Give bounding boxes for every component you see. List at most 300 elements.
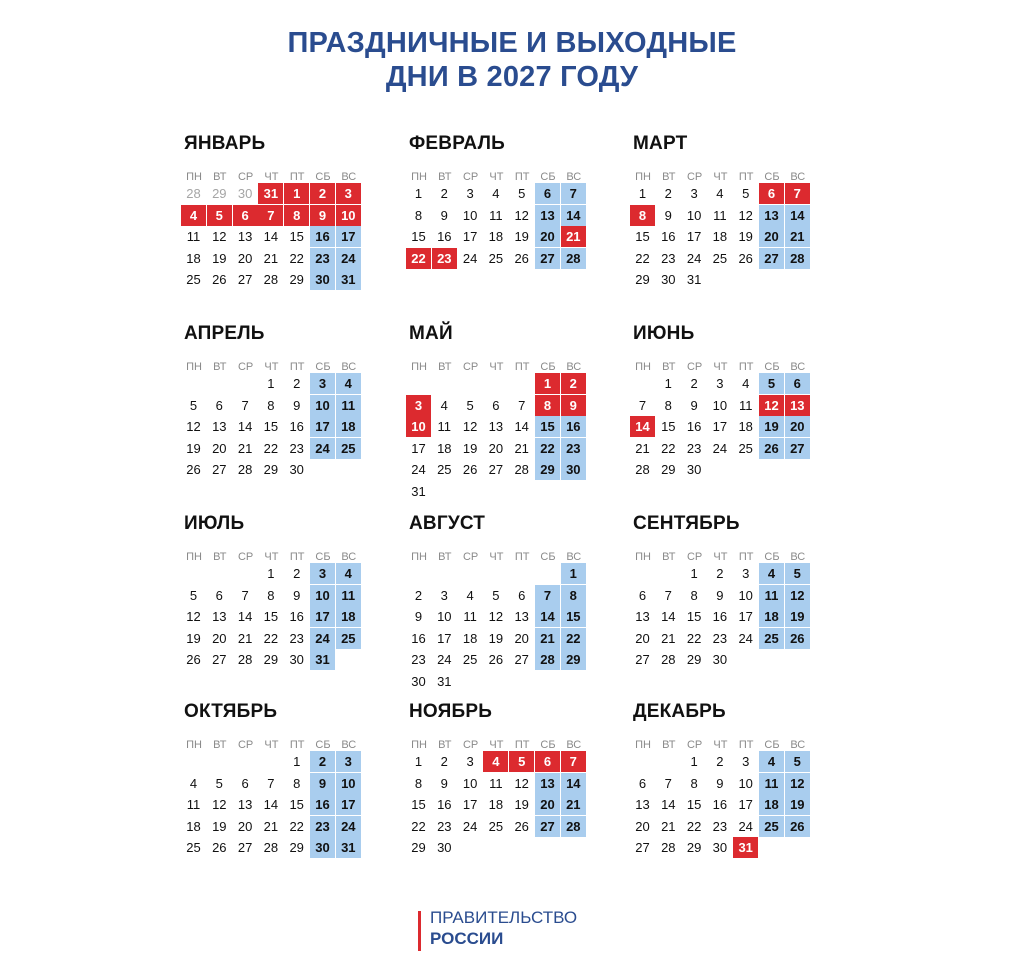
day-cell: 5	[785, 751, 810, 772]
weekday-header: ВС	[341, 739, 357, 751]
day-cell: 25	[759, 628, 784, 649]
day-cell: 1	[414, 754, 423, 769]
weekday-header: ПТ	[289, 171, 305, 183]
day-cell: 7	[267, 775, 275, 791]
day-cell: 18	[336, 606, 361, 627]
day-cell: 11	[738, 397, 753, 413]
weekday-header: ПН	[411, 551, 427, 563]
day-cell: 15	[686, 797, 702, 813]
day-cell: 13	[785, 395, 810, 416]
day-cell: 6	[241, 775, 249, 791]
day-cell: 8	[414, 207, 423, 223]
day-cell: 16	[437, 797, 452, 813]
day-cell: 23	[411, 652, 426, 668]
weekday-header: ЧТ	[489, 551, 504, 563]
weekday-header: ВТ	[438, 171, 452, 183]
day-cell: 28	[661, 840, 676, 856]
weekday-header: ВС	[566, 171, 582, 183]
day-cell: 22	[289, 250, 304, 266]
day-cell: 5	[742, 186, 750, 201]
day-cell: 18	[462, 630, 478, 646]
month-name: АПРЕЛЬ	[184, 323, 265, 344]
day-cell: 11	[336, 585, 361, 606]
day-cell: 31	[336, 269, 361, 290]
day-cell: 17	[437, 630, 452, 646]
day-cell: 16	[411, 630, 426, 646]
day-cell: 3	[336, 183, 361, 204]
day-cell: 15	[263, 419, 279, 435]
day-cell: 13	[759, 205, 784, 226]
day-cell: 4	[483, 751, 508, 772]
day-cell: 17	[712, 419, 728, 435]
weekday-header: ВС	[341, 361, 357, 373]
day-cell: 16	[686, 419, 702, 435]
day-cell: 11	[713, 207, 727, 223]
day-cell: 23	[289, 630, 304, 646]
day-cell: 23	[310, 248, 335, 269]
day-cell: 16	[712, 797, 728, 813]
day-cell: 2	[440, 754, 448, 769]
day-cell: 3	[310, 563, 335, 584]
day-cell: 4	[492, 186, 500, 201]
day-cell: 29	[212, 186, 227, 201]
day-cell: 15	[686, 609, 702, 625]
day-cell: 22	[661, 440, 676, 456]
day-cell: 13	[635, 797, 650, 813]
day-cell: 19	[514, 797, 529, 813]
weekday-header: ЧТ	[264, 739, 279, 751]
day-cell: 29	[686, 652, 702, 668]
day-cell: 6	[785, 373, 810, 394]
day-cell: 17	[310, 416, 335, 437]
day-cell: 22	[411, 818, 426, 834]
weekday-header: ВТ	[662, 361, 676, 373]
title-line-1: ПРАЗДНИЧНЫЕ И ВЫХОДНЫЕ	[287, 27, 737, 59]
day-cell: 19	[759, 416, 784, 437]
day-cell: 2	[690, 376, 698, 391]
day-cell: 25	[462, 652, 478, 668]
day-cell: 22	[289, 818, 304, 834]
day-cell: 14	[263, 797, 279, 813]
day-cell: 4	[759, 563, 784, 584]
day-cell: 1	[664, 376, 672, 391]
day-cell: 31	[411, 484, 426, 499]
day-cell: 16	[561, 416, 586, 437]
day-cell: 10	[712, 397, 728, 413]
day-cell: 12	[785, 585, 810, 606]
day-cell: 29	[289, 840, 304, 856]
day-cell: 29	[263, 462, 279, 478]
day-cell: 6	[492, 397, 500, 413]
weekday-header: СР	[462, 739, 479, 751]
day-cell: 10	[310, 585, 335, 606]
day-cell: 26	[212, 840, 227, 856]
weekday-header: ВТ	[438, 551, 452, 563]
month-name: ЯНВАРЬ	[184, 133, 266, 154]
day-cell: 5	[492, 587, 500, 603]
day-cell: 26	[785, 816, 810, 837]
logo-line-1: ПРАВИТЕЛЬСТВО	[430, 908, 578, 927]
weekday-header: СБ	[540, 361, 556, 373]
day-cell: 20	[212, 630, 227, 646]
day-cell: 25	[186, 272, 201, 288]
day-cell: 28	[661, 652, 676, 668]
weekday-header: ПТ	[514, 739, 530, 751]
day-cell: 22	[635, 250, 650, 266]
day-cell: 4	[336, 373, 361, 394]
day-cell: 26	[514, 818, 529, 834]
day-cell: 23	[686, 440, 702, 456]
day-cell: 14	[661, 609, 676, 625]
day-cell: 2	[440, 186, 448, 201]
day-cell: 20	[535, 226, 560, 247]
day-cell: 2	[664, 186, 672, 201]
day-cell: 11	[759, 773, 784, 794]
day-cell: 8	[664, 397, 672, 413]
day-cell: 1	[284, 183, 309, 204]
weekday-header: ВС	[341, 171, 357, 183]
day-cell: 9	[310, 205, 335, 226]
day-cell: 26	[759, 438, 784, 459]
day-cell: 24	[712, 440, 728, 456]
day-cell: 25	[712, 250, 728, 266]
day-cell: 18	[186, 250, 201, 266]
day-cell: 2	[414, 587, 423, 603]
weekday-header: СБ	[540, 551, 556, 563]
weekday-header: СР	[462, 551, 479, 563]
logo-line-2: РОССИИ	[430, 929, 504, 948]
weekday-header: ПТ	[514, 361, 530, 373]
day-cell: 11	[186, 797, 201, 813]
day-cell: 21	[237, 440, 253, 456]
day-cell: 28	[514, 462, 529, 478]
day-cell: 19	[738, 229, 753, 245]
weekday-header: ПТ	[514, 551, 530, 563]
day-cell: 21	[635, 440, 650, 456]
day-cell: 17	[462, 797, 478, 813]
day-cell: 22	[535, 438, 560, 459]
month-name: СЕНТЯБРЬ	[633, 513, 740, 534]
day-cell: 3	[466, 186, 474, 201]
day-cell: 8	[561, 585, 586, 606]
day-cell: 20	[237, 818, 253, 834]
day-cell: 7	[785, 183, 810, 204]
day-cell: 10	[462, 775, 478, 791]
day-cell: 8	[690, 587, 698, 603]
day-cell: 3	[466, 754, 474, 769]
day-cell: 21	[263, 250, 279, 266]
weekday-header: ВС	[566, 739, 582, 751]
day-cell: 12	[785, 773, 810, 794]
day-cell: 4	[716, 186, 724, 201]
day-cell: 8	[690, 775, 698, 791]
weekday-header: ЧТ	[713, 171, 728, 183]
day-cell: 18	[488, 797, 504, 813]
day-cell: 11	[186, 229, 201, 245]
month-name: ИЮНЬ	[633, 323, 695, 344]
weekday-header: ЧТ	[264, 171, 279, 183]
day-cell: 5	[207, 205, 232, 226]
month-name: ФЕВРАЛЬ	[409, 133, 505, 154]
day-cell: 23	[310, 816, 335, 837]
day-cell: 27	[635, 840, 650, 856]
weekday-header: СР	[686, 171, 703, 183]
weekday-header: ПН	[635, 361, 651, 373]
day-cell: 31	[336, 837, 361, 858]
weekday-header: ЧТ	[264, 361, 279, 373]
day-cell: 29	[635, 272, 650, 288]
day-cell: 18	[488, 229, 504, 245]
day-cell: 30	[712, 652, 728, 668]
day-cell: 30	[437, 840, 452, 856]
day-cell: 21	[561, 794, 586, 815]
day-cell: 1	[690, 566, 698, 581]
day-cell: 25	[488, 250, 504, 266]
day-cell: 11	[489, 207, 503, 223]
day-cell: 15	[411, 797, 426, 813]
page-title	[0, 26, 1024, 94]
day-cell: 17	[462, 229, 478, 245]
day-cell: 15	[411, 229, 426, 245]
day-cell: 3	[310, 373, 335, 394]
weekday-header: СР	[686, 361, 703, 373]
day-cell: 19	[514, 229, 529, 245]
day-cell: 14	[263, 229, 279, 245]
day-cell: 3	[742, 566, 750, 581]
day-cell: 26	[186, 652, 201, 668]
day-cell: 13	[212, 419, 227, 435]
day-cell: 16	[712, 609, 728, 625]
weekday-header: ПН	[635, 739, 651, 751]
day-cell: 24	[738, 818, 753, 834]
day-cell: 28	[237, 652, 253, 668]
day-cell: 26	[738, 250, 753, 266]
day-cell: 25	[488, 818, 504, 834]
day-cell: 28	[237, 462, 253, 478]
day-cell: 1	[561, 563, 586, 584]
day-cell: 18	[712, 229, 728, 245]
day-cell: 13	[237, 229, 253, 245]
day-cell: 21	[661, 630, 676, 646]
month-name: АВГУСТ	[409, 513, 486, 534]
day-cell: 19	[785, 794, 810, 815]
day-cell: 30	[561, 459, 586, 480]
day-cell: 31	[258, 183, 283, 204]
day-cell: 26	[462, 462, 478, 478]
day-cell: 13	[535, 205, 560, 226]
day-cell: 18	[759, 606, 784, 627]
day-cell: 25	[336, 628, 361, 649]
day-cell: 10	[406, 416, 431, 437]
day-cell: 14	[237, 419, 253, 435]
weekday-header: ПН	[186, 171, 202, 183]
day-cell: 12	[462, 419, 478, 435]
weekday-header: ПН	[411, 171, 427, 183]
day-cell: 26	[514, 250, 529, 266]
day-cell: 24	[738, 630, 753, 646]
day-cell: 6	[535, 751, 560, 772]
day-cell: 17	[310, 606, 335, 627]
weekday-header: ЧТ	[713, 551, 728, 563]
day-cell: 27	[635, 652, 650, 668]
day-cell: 24	[411, 462, 426, 478]
day-cell: 26	[785, 628, 810, 649]
day-cell: 12	[212, 797, 227, 813]
day-cell: 5	[189, 587, 198, 603]
day-cell: 1	[267, 376, 275, 391]
day-cell: 26	[488, 652, 504, 668]
day-cell: 27	[759, 248, 784, 269]
day-cell: 7	[241, 397, 249, 413]
day-cell: 6	[518, 587, 526, 603]
weekday-header: ЧТ	[489, 361, 504, 373]
day-cell: 5	[785, 563, 810, 584]
day-cell: 25	[336, 438, 361, 459]
weekday-header: ВС	[790, 171, 806, 183]
weekday-header: СБ	[315, 171, 331, 183]
day-cell: 30	[310, 837, 335, 858]
day-cell: 4	[759, 751, 784, 772]
day-cell: 24	[336, 248, 361, 269]
day-cell: 6	[233, 205, 258, 226]
day-cell: 11	[437, 419, 452, 435]
day-cell: 29	[686, 840, 702, 856]
day-cell: 29	[561, 649, 586, 670]
day-cell: 16	[661, 229, 676, 245]
day-cell: 17	[411, 440, 426, 456]
day-cell: 28	[263, 272, 279, 288]
day-cell: 20	[785, 416, 810, 437]
logo-red-bar	[418, 911, 421, 951]
day-cell: 9	[440, 775, 448, 791]
day-cell: 8	[535, 395, 560, 416]
day-cell: 12	[759, 395, 784, 416]
day-cell: 9	[293, 397, 301, 413]
day-cell: 22	[406, 248, 431, 269]
day-cell: 10	[738, 587, 753, 603]
weekday-header: ВС	[341, 551, 357, 563]
day-cell: 8	[414, 775, 423, 791]
day-cell: 10	[738, 775, 753, 791]
day-cell: 24	[310, 438, 335, 459]
day-cell: 12	[514, 207, 529, 223]
day-cell: 11	[489, 775, 503, 791]
day-cell: 23	[712, 818, 728, 834]
day-cell: 19	[212, 818, 227, 834]
month-name: ИЮЛЬ	[184, 513, 245, 534]
day-cell: 8	[267, 587, 275, 603]
weekday-header: ВТ	[662, 551, 676, 563]
day-cell: 1	[638, 186, 647, 201]
day-cell: 8	[267, 397, 275, 413]
day-cell: 17	[738, 609, 753, 625]
day-cell: 21	[785, 226, 810, 247]
day-cell: 18	[738, 419, 753, 435]
day-cell: 17	[336, 226, 361, 247]
weekday-header: СР	[237, 361, 254, 373]
day-cell: 28	[561, 248, 586, 269]
day-cell: 4	[181, 205, 206, 226]
day-cell: 30	[661, 272, 676, 288]
day-cell: 16	[310, 794, 335, 815]
day-cell: 7	[638, 397, 647, 413]
day-cell: 27	[237, 272, 253, 288]
day-cell: 21	[535, 628, 560, 649]
weekday-header: ВС	[566, 361, 582, 373]
day-cell: 9	[716, 775, 724, 791]
day-cell: 11	[336, 395, 361, 416]
day-cell: 2	[293, 566, 301, 581]
day-cell: 10	[686, 207, 702, 223]
weekday-header: ПТ	[738, 171, 754, 183]
day-cell: 11	[463, 609, 477, 625]
day-cell: 28	[635, 462, 650, 478]
day-cell: 3	[336, 751, 361, 772]
day-cell: 9	[440, 207, 448, 223]
day-cell: 21	[237, 630, 253, 646]
day-cell: 18	[186, 818, 201, 834]
day-cell: 18	[437, 440, 452, 456]
day-cell: 22	[263, 630, 279, 646]
day-cell: 13	[488, 419, 504, 435]
weekday-header: ВС	[566, 551, 582, 563]
day-cell: 2	[716, 566, 724, 581]
weekday-header: ПН	[186, 551, 202, 563]
day-cell: 28	[535, 649, 560, 670]
weekday-header: ПТ	[738, 361, 754, 373]
day-cell: 30	[686, 462, 702, 478]
day-cell: 3	[716, 376, 724, 391]
day-cell: 3	[690, 186, 698, 201]
day-cell: 24	[462, 250, 478, 266]
weekday-header: ПТ	[738, 739, 754, 751]
weekday-header: ВС	[790, 551, 806, 563]
day-cell: 20	[488, 440, 504, 456]
day-cell: 2	[716, 754, 724, 769]
day-cell: 20	[635, 630, 650, 646]
weekday-header: ПН	[411, 361, 427, 373]
day-cell: 9	[561, 395, 586, 416]
day-cell: 31	[437, 674, 452, 689]
weekday-header: СБ	[540, 171, 556, 183]
weekday-header: СБ	[764, 739, 780, 751]
weekday-header: ЧТ	[489, 739, 504, 751]
day-cell: 4	[742, 376, 750, 391]
day-cell: 1	[414, 186, 423, 201]
weekday-header: СР	[237, 171, 254, 183]
day-cell: 29	[289, 272, 304, 288]
day-cell: 9	[414, 609, 423, 625]
weekday-header: СР	[237, 551, 254, 563]
day-cell: 10	[462, 207, 478, 223]
day-cell: 29	[535, 459, 560, 480]
weekday-header: ВТ	[438, 361, 452, 373]
day-cell: 1	[267, 566, 275, 581]
day-cell: 29	[263, 652, 279, 668]
day-cell: 15	[635, 229, 650, 245]
day-cell: 9	[716, 587, 724, 603]
day-cell: 19	[212, 250, 227, 266]
day-cell: 27	[514, 652, 529, 668]
day-cell: 5	[189, 397, 198, 413]
day-cell: 19	[186, 440, 201, 456]
day-cell: 30	[712, 840, 728, 856]
weekday-header: ВТ	[213, 171, 227, 183]
weekday-header: ВТ	[213, 551, 227, 563]
day-cell: 12	[738, 207, 753, 223]
weekday-header: ВТ	[213, 361, 227, 373]
day-cell: 12	[212, 229, 227, 245]
